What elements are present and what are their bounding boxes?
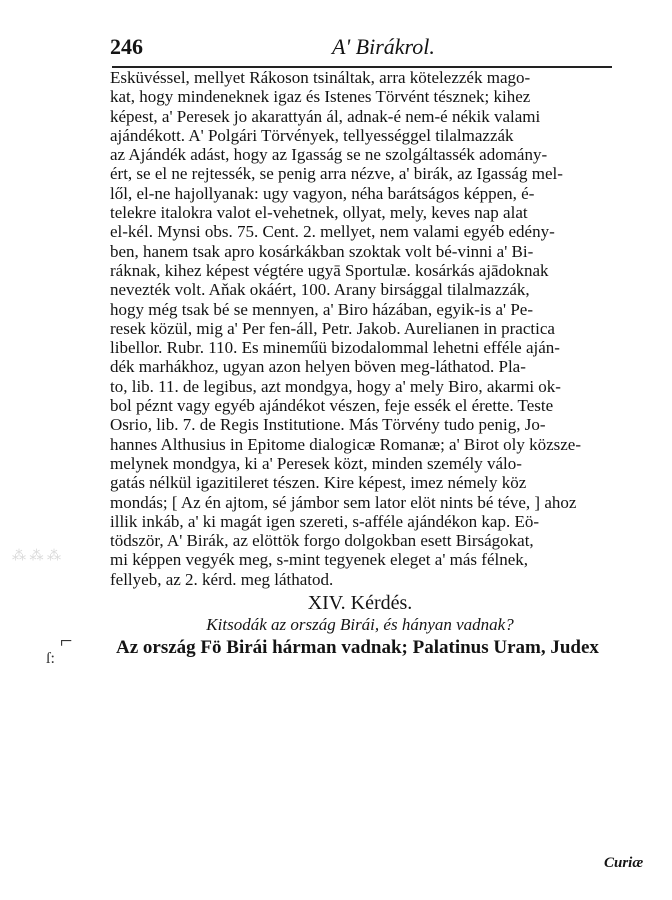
text-line: fellyeb, az 2. kérd. meg láthatod. — [110, 569, 334, 589]
text-line: lől, el-ne hajollyanak: ugy vagyon, néha barátságos képpen, é- — [110, 183, 535, 203]
text-line: kat, hogy mindeneknek igaz és Istenes Törvént tésznek; kihez — [110, 87, 531, 107]
text-line: libellor. Rubr. 110. Es mineműü bizodalommal lehetni efféle aján- — [110, 338, 560, 358]
text-line: telekre italokra valot el-vehetnek, ollyat, mely, keves nap alat — [110, 203, 528, 223]
margin-note-mark: ſ: — [46, 650, 55, 667]
page-number: 246 — [110, 34, 143, 59]
text-line: illik inkáb, a' ki magát igen szereti, s-afféle ajándékon kap. Eö- — [110, 511, 540, 531]
text-line: dék marhákhoz, ugyan azon helyen böven meg-láthatod. Pla- — [110, 357, 526, 377]
text-line: ráknak, kihez képest végtére ugyā Sportulæ. kosárkás ajādoknak — [110, 260, 549, 280]
text-line: resek közül, mig a' Per fen-áll, Petr. Jakob. Aurelianen in practica — [110, 318, 555, 338]
text-line: ért, se el ne rejtessék, se penig arra nézve, a' birák, az Igasság mel- — [110, 164, 563, 184]
text-line: hogy még tsak bé se mennyen, a' Biro házában, egyik-is a' Pe- — [110, 299, 533, 319]
text-line: to, lib. 11. de legibus, azt mondgya, hogy a' mely Biro, akarmi ok- — [110, 376, 561, 396]
text-line: hannes Althusius in Epitome dialogicæ Romanæ; a' Birot oly közsze- — [110, 434, 581, 454]
text-line: gatás nélkül igazitileret tészen. Kire képest, imez némely köz — [110, 473, 527, 493]
text-line: bol péznt vagy egyéb ajándékot vészen, feje essék el érette. Teste — [110, 396, 554, 416]
text-line: az Ajándék adást, hogy az Igasság se ne szolgáltassék adomány- — [110, 145, 548, 165]
text-line: mondás; [ Az én ajtom, sé jámbor sem lator elöt nints bé téve, ] ahoz — [110, 492, 577, 512]
text-line: ben, hanem tsak apro kosárkákban szoktak volt bé-vinni a' Bi- — [110, 241, 534, 261]
text-line: mi képpen vegyék meg, s-mint tegyenek eleget a' más félnek, — [110, 550, 529, 570]
running-title: A' Birákrol. — [332, 34, 435, 59]
text-line: melynek mondgya, ki a' Peresek közt, minden személy válo- — [110, 453, 522, 473]
margin-bracket-mark: ⌐ — [60, 628, 73, 653]
text-line: ajándékott. A' Polgári Törvények, tellyességgel tilalmazzák — [110, 125, 514, 145]
question-subtitle: Kitsodák az ország Birái, és hányan vadnak? — [206, 615, 514, 635]
body-text — [110, 68, 648, 660]
catchword: Curiæ — [604, 855, 644, 871]
text-line: Esküvéssel, mellyet Rákoson tsináltak, arra kötelezzék mago- — [110, 68, 531, 87]
text-line: képest, a' Peresek jo akarattyán ál, adnak-é nem-é nékik valami — [110, 106, 541, 126]
question-heading: XIV. Kérdés. — [307, 592, 413, 615]
text-line: Osrio, lib. 7. de Regis Institutione. Más Törvény tudo penig, Jo- — [110, 415, 546, 435]
text-line: nevezték volt. Aňak okáért, 100. Arany birsággal tilalmazzák, — [110, 280, 530, 300]
text-line: el-kél. Mynsi obs. 75. Cent. 2. mellyet, nem valami egyéb edény- — [110, 222, 555, 242]
page-header — [110, 34, 440, 64]
text-line: tödször, A' Birák, az elöttök forgo dolgokban esett Birságokat, — [110, 531, 534, 551]
bleed-through-mark: ⁂ ⁂ ⁂ — [12, 549, 61, 564]
answer-first-line: Az ország Fö Birái hárman vadnak; Palatinus Uram, Judex — [116, 637, 599, 659]
